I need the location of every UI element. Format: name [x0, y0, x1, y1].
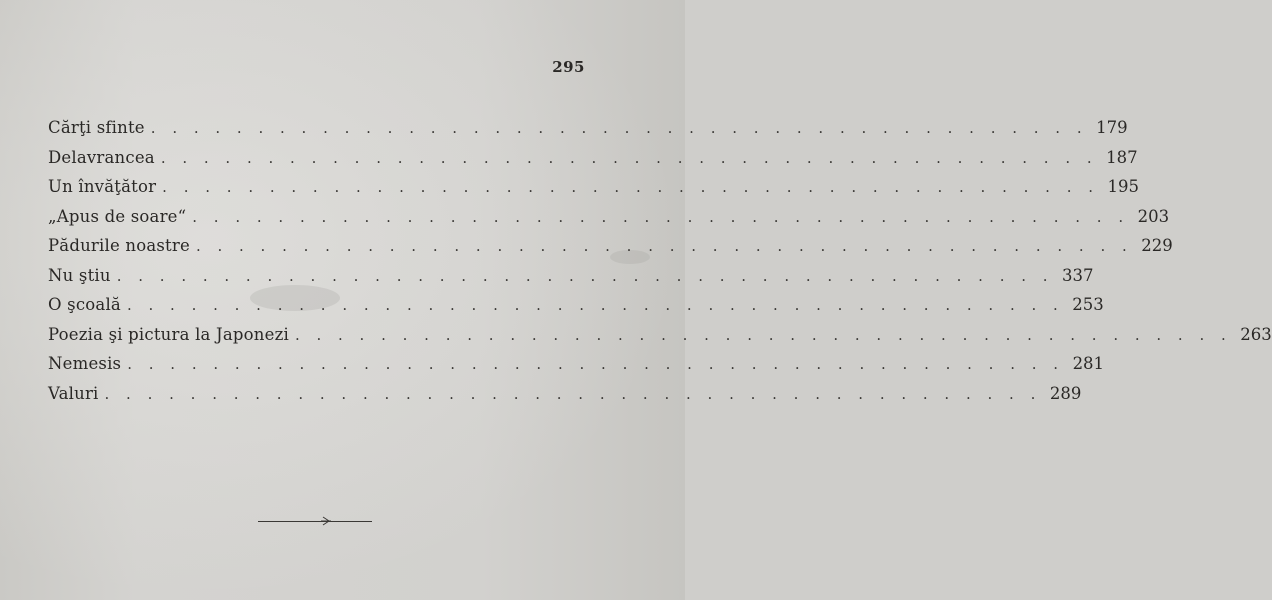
toc-entry-title: Nemesis — [48, 354, 122, 373]
toc-entry — [48, 236, 1173, 266]
toc-leader-dots: . . . . . . . . . . . . . . . . . . . . . . . . . . . . . . . . . . . . . . . . . . . . — [195, 237, 1133, 255]
toc-entry-page: 187 — [1106, 147, 1138, 167]
toc-leader-dots: . . . . . . . . . . . . . . . . . . . . . . . . . . . . . . . . . . . . . . . . . . . . — [162, 178, 1099, 196]
toc-entry-title: Un învăţător — [48, 177, 157, 196]
toc-leader-dots: . . . . . . . . . . . . . . . . . . . . . . . . . . . . . . . . . . . . . . . . . . . . — [294, 325, 1232, 344]
toc-leader-dots: . . . . . . . . . . . . . . . . . . . . . . . . . . . . . . . . . . . . . . . . . . . . — [160, 148, 1098, 167]
toc-entry-page: 281 — [1072, 354, 1105, 373]
toc-entry-title: Poezia şi pictura la Japonezi — [48, 324, 289, 344]
toc-leader-dots: . . . . . . . . . . . . . . . . . . . . . . . . . . . . . . . . . . . . . . . . . . . . — [127, 355, 1065, 373]
toc-entry-title: Cărţi sfinte — [48, 118, 145, 137]
toc-entry — [48, 354, 1105, 384]
toc-entry — [48, 265, 1094, 296]
toc-entry-page: 337 — [1062, 265, 1094, 285]
toc-entry-page: 253 — [1072, 295, 1104, 314]
toc-entry — [48, 324, 1272, 355]
page-number: 295 — [552, 58, 585, 76]
toc-entry — [48, 147, 1138, 178]
toc-leader-dots: . . . . . . . . . . . . . . . . . . . . . . . . . . . . . . . . . . . . . . . . . . . . — [126, 296, 1064, 314]
toc-leader-dots: . . . . . . . . . . . . . . . . . . . . . . . . . . . . . . . . . . . . . . . . . . . . — [104, 384, 1042, 403]
toc-entry-page: 179 — [1096, 118, 1128, 137]
toc-entry — [48, 118, 1128, 148]
toc-entry — [48, 177, 1139, 207]
toc-entry-page: 229 — [1141, 236, 1173, 255]
toc-leader-dots: . . . . . . . . . . . . . . . . . . . . . . . . . . . . . . . . . . . . . . . . . . . . — [192, 207, 1130, 226]
toc-entry — [48, 295, 1104, 325]
toc-entry-title: Nu ştiu — [48, 265, 111, 285]
table-of-contents — [48, 118, 1272, 413]
toc-entry-title: Valuri — [48, 383, 99, 403]
toc-entry-page: 263 — [1240, 324, 1272, 344]
toc-entry — [48, 383, 1082, 414]
ornament-arrow-icon — [320, 516, 332, 526]
toc-leader-dots: . . . . . . . . . . . . . . . . . . . . . . . . . . . . . . . . . . . . . . . . . . . . — [116, 266, 1054, 285]
toc-entry-page: 289 — [1049, 383, 1082, 403]
toc-entry — [48, 206, 1170, 237]
toc-entry-page: 195 — [1107, 177, 1139, 196]
toc-entry-title: O şcoală — [48, 295, 121, 314]
toc-entry-page: 203 — [1137, 206, 1170, 226]
ornament-line — [258, 521, 372, 522]
toc-leader-dots: . . . . . . . . . . . . . . . . . . . . . . . . . . . . . . . . . . . . . . . . . . . . — [150, 119, 1088, 137]
toc-entry-title: Delavrancea — [48, 147, 155, 167]
toc-entry-title: Pădurile noastre — [48, 236, 190, 255]
toc-entry-title: „Apus de soare“ — [48, 206, 187, 226]
end-ornament-rule — [258, 516, 372, 526]
